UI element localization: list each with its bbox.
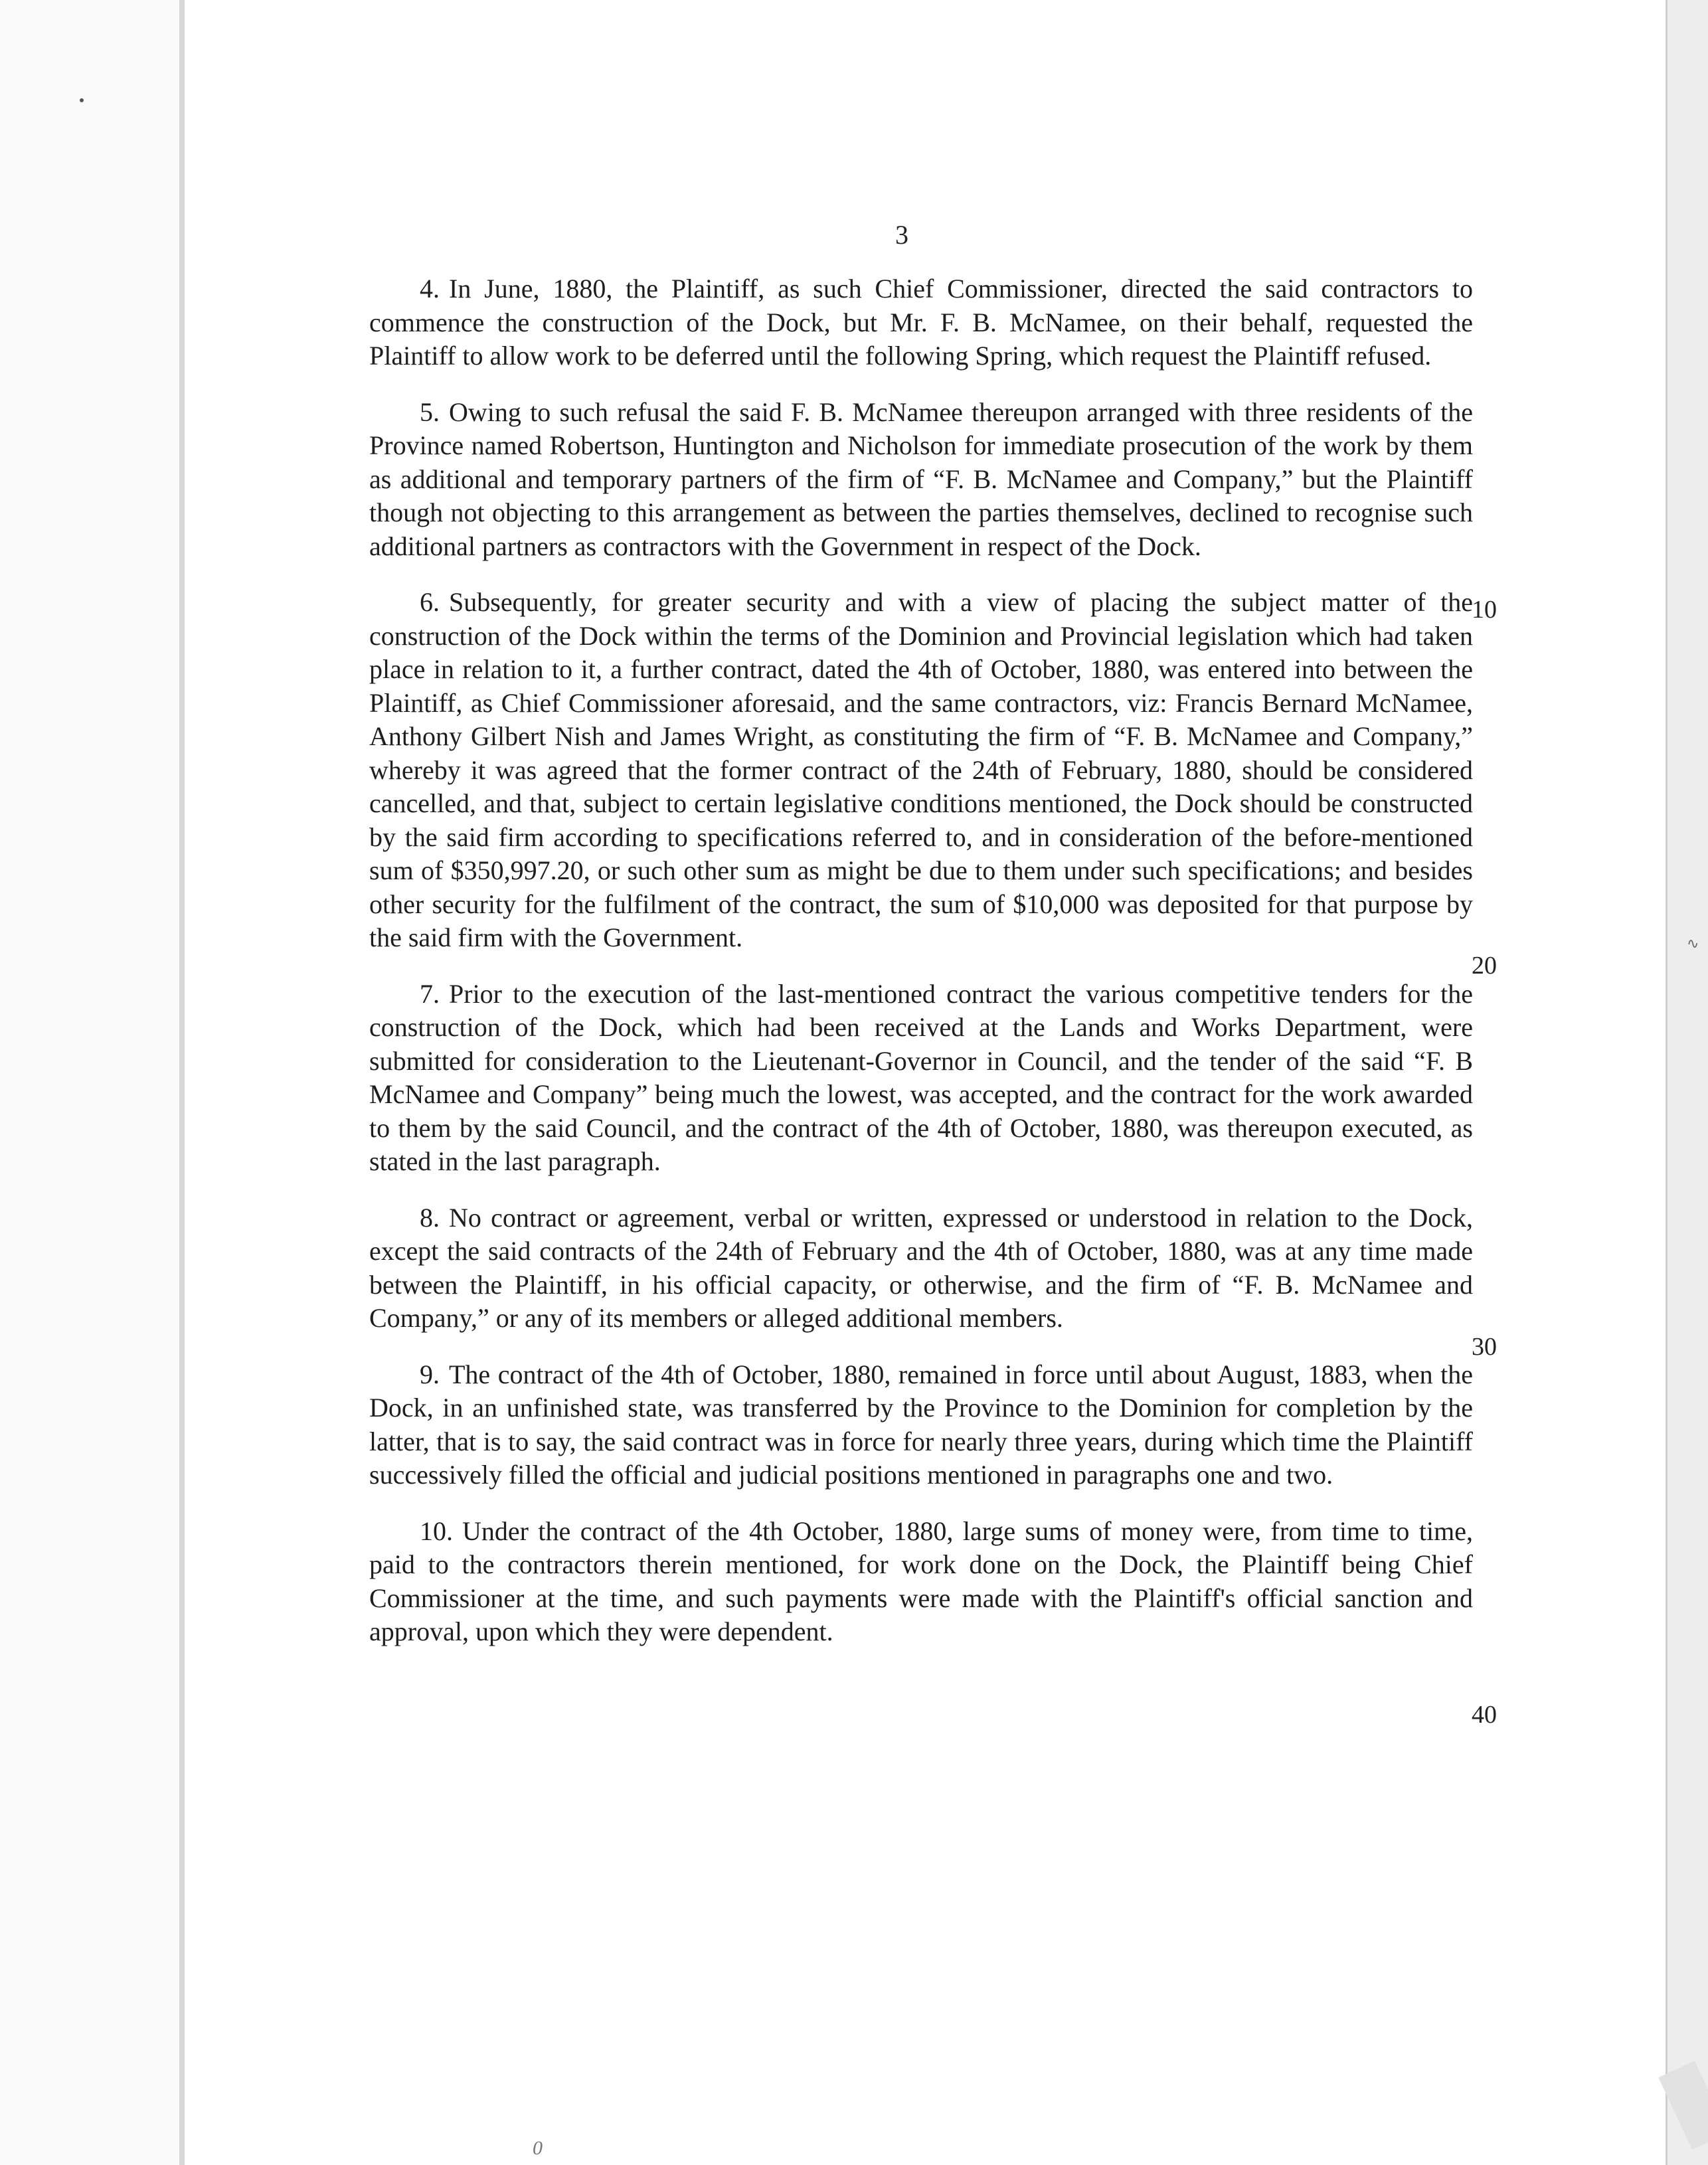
- paragraph-number: 9.: [420, 1359, 440, 1389]
- binding-line: [179, 0, 185, 2165]
- paragraph-number: 5.: [420, 396, 440, 427]
- footer-mark: 0: [533, 2137, 543, 2159]
- paragraph-number: 8.: [420, 1202, 440, 1233]
- paragraph-10: [369, 1515, 1473, 1649]
- line-number-10: 10: [1472, 596, 1497, 624]
- paragraph-text: In June, 1880, the Plaintiff, as such Chief Commissioner, directed the said contractors to commence the construction of the Dock, but Mr. F. B. McNamee, on their behalf, requested the Plaintiff to allow work to be deferred until the following Spring, which request the Plaintiff refused.: [369, 274, 1473, 371]
- paragraph-7: [369, 978, 1473, 1179]
- line-number-40: 40: [1472, 1701, 1497, 1729]
- paragraph-text: Prior to the execution of the last-mentioned contract the various competitive tenders for the construction of the Dock, which had been received at the Lands and Works Department, were submitted for consideration to the Lieutenant-Governor in Council, and the tender of the said “F. B McNamee and Company” being much the lowest, was accepted, and the contract for the work awarded to them by the said Council, and the contract of the 4th of October, 1880, was thereupon executed, as stated in the last paragraph.: [369, 978, 1473, 1176]
- page-right-edge: [1665, 0, 1708, 2165]
- paragraph-number: 10.: [420, 1516, 453, 1546]
- paragraph-text: No contract or agreement, verbal or written, expressed or understood in relation to the Dock, except the said contracts of the 24th of February and the 4th of October, 1880, was at any time made between the Plaintiff, in his official capacity, or otherwise, and the firm of “F. B. McNamee and Company,” or any of its members or alleged additional members.: [369, 1202, 1473, 1333]
- paragraph-6: [369, 586, 1473, 955]
- paragraph-8: [369, 1201, 1473, 1336]
- paragraph-text: Under the contract of the 4th October, 1880, large sums of money were, from time to time, paid to the contractors therein mentioned, for work done on the Dock, the Plaintiff being Chief Commissioner at the time, and such payments were made with the Plaintiff's official sanction and approval, upon which they were dependent.: [369, 1516, 1473, 1646]
- edge-mark: ∿: [1687, 935, 1699, 952]
- speck-mark: [80, 98, 84, 102]
- page-gutter: [0, 0, 183, 2165]
- paragraph-text: Owing to such refusal the said F. B. McNamee thereupon arranged with three residents of the Province named Robertson, Huntington and Nicholson for immediate prosecution of the work by them as additional and temporary partners of the firm of “F. B. McNamee and Company,” but the Plaintiff though not objecting to this arrangement as between the parties themselves, declined to recognise such additional partners as contractors with the Government in respect of the Dock.: [369, 396, 1473, 561]
- paragraph-number: 7.: [420, 978, 440, 1009]
- paragraph-text: Subsequently, for greater security and with a view of placing the subject matter of the construction of the Dock within the terms of the Dominion and Provincial legislation which had taken place in relation to it, a further contract, dated the 4th of October, 1880, was entered into between the Plaintiff, as Chief Commissioner aforesaid, and the same contractors, viz: Francis Bernard McNamee, Anthony Gilbert Nish and James Wright, as constituting the firm of “F. B. McNamee and Company,” whereby it was agreed that the former contract of the 24th of February, 1880, should be considered cancelled, and that, subject to certain legislative conditions mentioned, the Dock should be constructed by the said firm according to specifications referred to, and in consideration of the before-mentioned sum of $350,997.20, or such other sum as might be due to them under such specifications; and besides other security for the fulfilment of the contract, the sum of $10,000 was deposited for that purpose by the said firm with the Government.: [369, 587, 1473, 952]
- body-text: [369, 272, 1473, 1672]
- page-number: 3: [895, 220, 908, 250]
- paragraph-number: 6.: [420, 587, 440, 617]
- paragraph-text: The contract of the 4th of October, 1880, remained in force until about August, 1883, when the Dock, in an unfinished state, was transferred by the Province to the Dominion for completion by the latter, that is to say, the said contract was in force for nearly three years, during which time the Plaintiff successively filled the official and judicial positions mentioned in paragraphs one and two.: [369, 1359, 1473, 1490]
- paragraph-9: [369, 1358, 1473, 1492]
- line-number-30: 30: [1472, 1333, 1497, 1361]
- line-number-20: 20: [1472, 952, 1497, 980]
- paragraph-number: 4.: [420, 274, 440, 303]
- paragraph-5: [369, 396, 1473, 564]
- paragraph-4: [369, 272, 1473, 373]
